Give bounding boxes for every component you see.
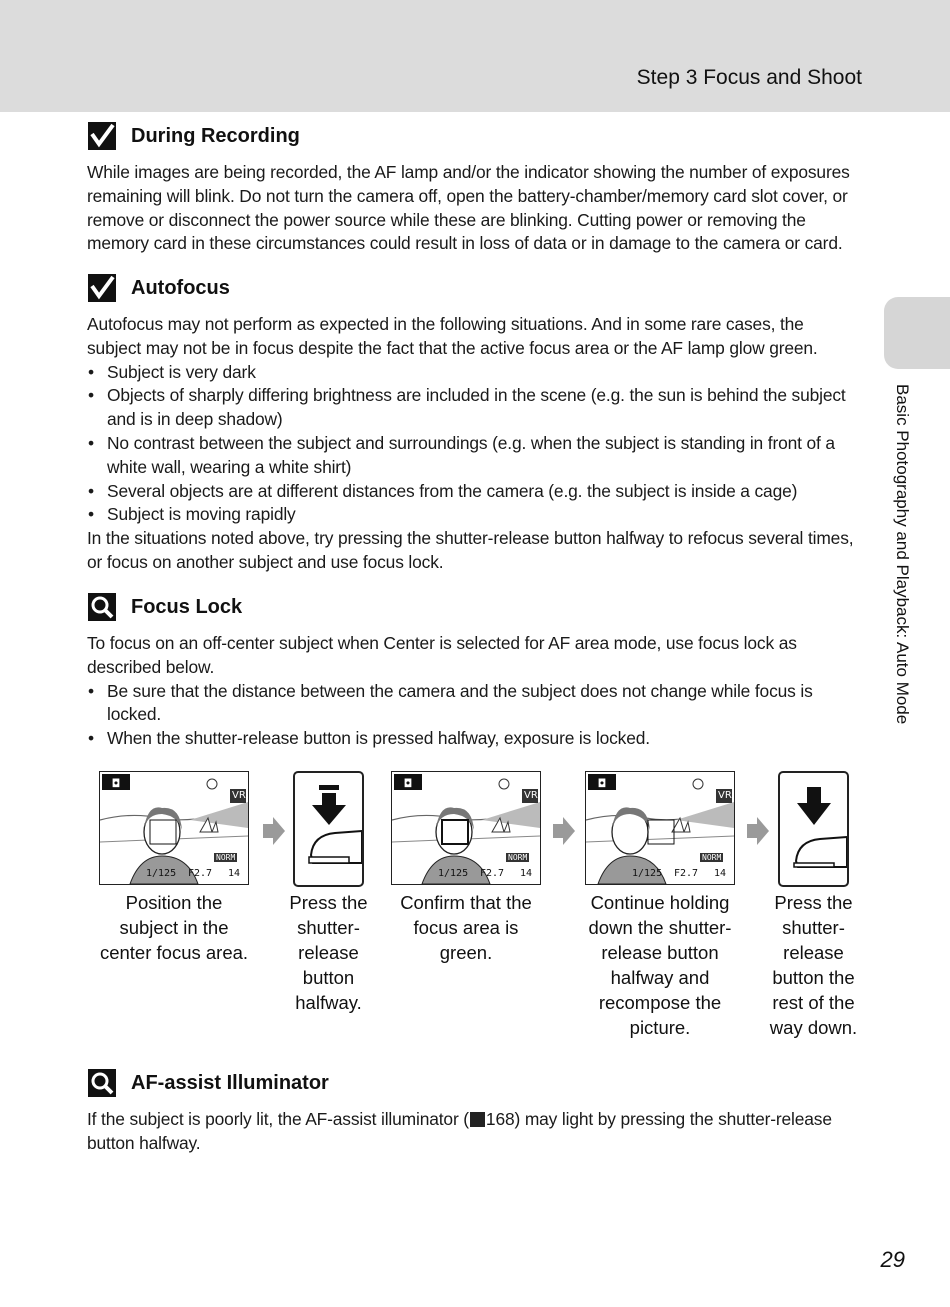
exposures-remaining: 14 <box>520 868 533 879</box>
image-mode-indicator: NORM <box>216 853 236 862</box>
caution-check-icon <box>87 121 117 151</box>
svg-text:◘: ◘ <box>597 777 607 790</box>
af-assist-text-start: If the subject is poorly lit, the AF-assist illuminator ( <box>87 1109 469 1129</box>
aperture-readout: F2.7 <box>480 868 505 879</box>
aperture-readout: F2.7 <box>188 868 213 879</box>
vr-indicator: VR <box>524 790 538 801</box>
chapter-tab-label: Basic Photography and Playback: Auto Mode <box>893 384 912 725</box>
section-intro: To focus on an off-center subject when Center is selected for AF area mode, use focus lock as described below. <box>87 633 797 677</box>
step-caption: Position the subject in the center focus area. <box>99 892 249 963</box>
camera-monitor-illustration <box>585 771 735 885</box>
reference-page-number[interactable]: 168 <box>485 1109 515 1129</box>
page-reference-icon <box>470 1112 485 1127</box>
section-heading <box>87 120 862 152</box>
arrow-right-icon <box>263 817 285 845</box>
list-item: • Objects of sharply differing brightness are included in the scene (e.g. the sun is behind the subject and is in deep shadow) <box>87 384 862 432</box>
section-autofocus <box>87 272 862 575</box>
list-item: • Be sure that the distance between the camera and the subject does not change while focus is locked. <box>87 680 862 728</box>
page-number: 29 <box>880 1247 905 1272</box>
page-header <box>0 0 950 112</box>
step-caption: Press the shutter-release button halfway. <box>289 892 368 1013</box>
step-5 <box>769 771 858 1038</box>
shutter-speed-readout: 1/125 <box>146 868 177 879</box>
section-body <box>87 1108 862 1156</box>
shutter-speed-readout: 1/125 <box>438 868 469 879</box>
list-item: • When the shutter-release button is pressed halfway, exposure is locked. <box>87 727 862 751</box>
header-title: Step 3 Focus and Shoot <box>636 66 862 89</box>
step-2 <box>289 771 368 1013</box>
section-heading <box>87 591 862 623</box>
step-4 <box>585 771 735 1038</box>
step-1 <box>99 771 249 963</box>
shutter-speed-readout: 1/125 <box>632 868 663 879</box>
svg-text:◘: ◘ <box>111 777 121 790</box>
list-item: • No contrast between the subject and surroundings (e.g. when the subject is standing in front of a white wall, wearing a white shirt) <box>87 432 862 480</box>
camera-monitor-illustration <box>99 771 249 885</box>
section-during-recording <box>87 120 862 256</box>
magnifier-note-icon <box>87 1068 117 1098</box>
step-caption: Confirm that the focus area is green. <box>400 892 532 963</box>
list-item: • Subject is very dark <box>87 361 862 385</box>
focus-lock-bullet-list <box>87 680 862 751</box>
section-title: Autofocus <box>131 276 230 299</box>
section-heading <box>87 1067 862 1099</box>
image-mode-indicator: NORM <box>702 853 722 862</box>
magnifier-note-icon <box>87 592 117 622</box>
exposures-remaining: 14 <box>714 868 727 879</box>
section-title: During Recording <box>131 124 300 147</box>
svg-text:◘: ◘ <box>403 777 413 790</box>
shutter-half-press-icon <box>293 771 364 887</box>
section-af-assist <box>87 1067 862 1156</box>
step-caption: Press the shutter-release button the rest of the way down. <box>769 892 858 1038</box>
arrow-right-icon <box>747 817 769 845</box>
image-mode-indicator: NORM <box>508 853 528 862</box>
section-intro: Autofocus may not perform as expected in the following situations. And in some rare cases, the subject may not be in focus despite the fact that the active focus area or the AF lamp glow green. <box>87 314 818 358</box>
exposures-remaining: 14 <box>228 868 241 879</box>
section-body: While images are being recorded, the AF lamp and/or the indicator showing the number of exposures remaining will blink. Do not turn the camera off, open the battery-chamber/memory card slot cover, or remove or disconnect the power source while these are blinking. Cutting power or removing the memory card in these circumstances could result in loss of data or in damage to the camera or card. <box>87 162 850 254</box>
section-outro: In the situations noted above, try pressing the shutter-release button halfway to refocus several times, or focus on another subject and use focus lock. <box>87 528 854 572</box>
focus-lock-steps <box>94 771 864 1051</box>
chapter-tab <box>884 297 950 369</box>
camera-monitor-illustration <box>391 771 541 885</box>
list-item: • Subject is moving rapidly <box>87 503 862 527</box>
caution-check-icon <box>87 273 117 303</box>
step-caption: Continue holding down the shutter-release button halfway and recompose the picture. <box>588 892 732 1038</box>
list-item: • Several objects are at different distances from the camera (e.g. the subject is inside a cage) <box>87 480 862 504</box>
autofocus-bullet-list <box>87 361 862 528</box>
section-title: Focus Lock <box>131 595 243 618</box>
vr-indicator: VR <box>718 790 732 801</box>
arrow-right-icon <box>553 817 575 845</box>
aperture-readout: F2.7 <box>674 868 699 879</box>
section-heading <box>87 272 862 304</box>
af-assist-text-end: ) may light by pressing the shutter-release button halfway. <box>87 1109 832 1153</box>
vr-indicator: VR <box>232 790 246 801</box>
step-3 <box>391 771 541 963</box>
shutter-full-press-icon <box>778 771 849 887</box>
section-title: AF-assist Illuminator <box>131 1071 329 1094</box>
section-focus-lock <box>87 591 862 751</box>
